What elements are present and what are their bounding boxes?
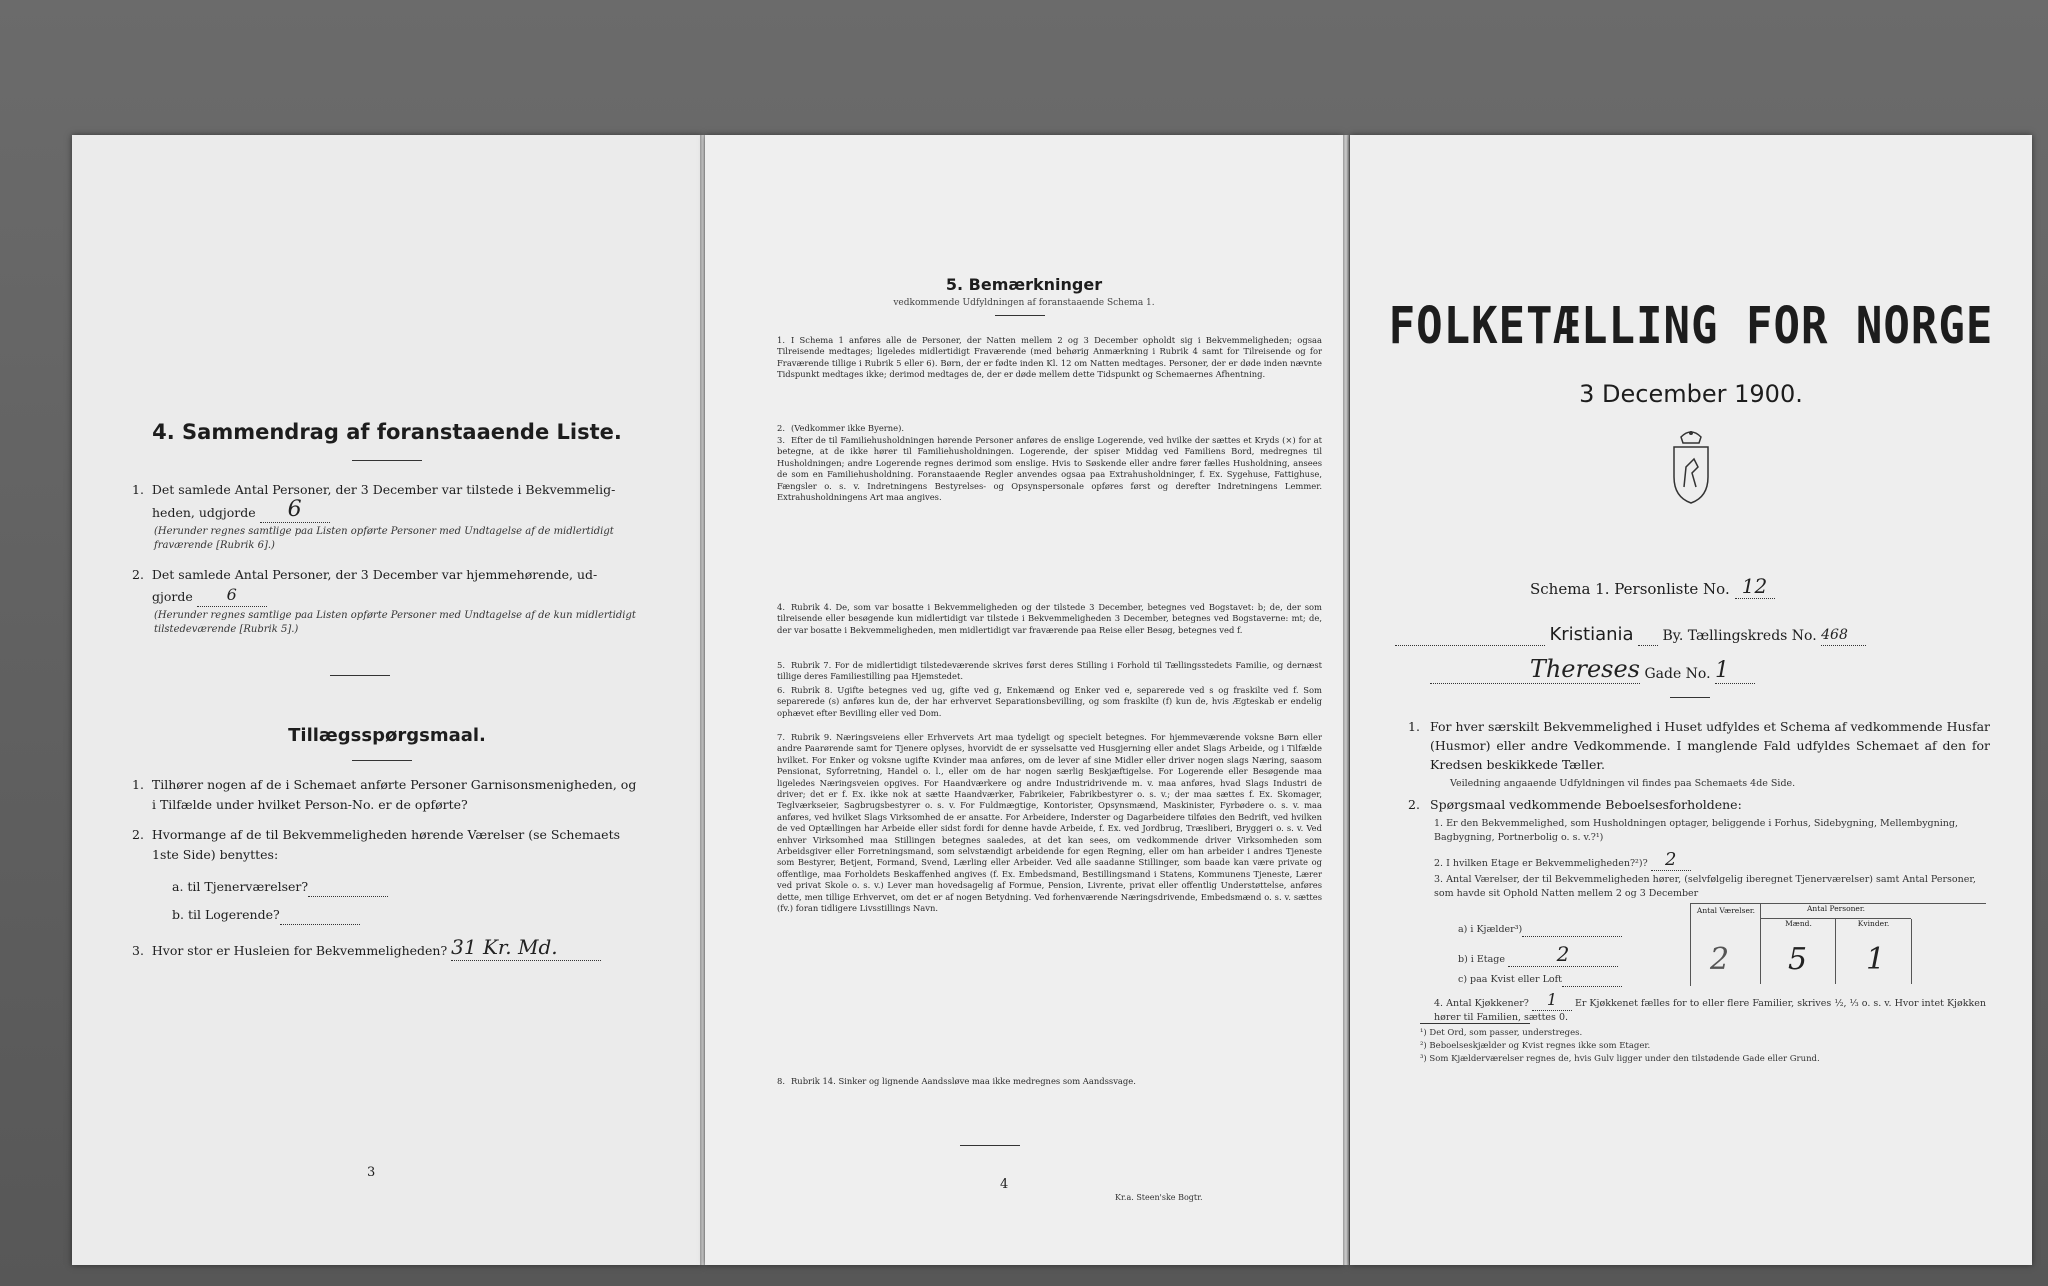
street-line: Thereses Gade No. 1 [1430,660,1990,684]
city-name: Kristiania [1549,624,1634,645]
remarks-end-rule [960,1145,1020,1146]
remark-1: 1. I Schema 1 anføres alle de Personer, der Natten mellem 2 og 3 December opholdt sig i Bekvemmeligheden; ogsaa Tilreisende medtages; ligeledes midlertidigt Fraværende (med behørig Anmærkning i Rubrik 4 samt for Tilreisende og for Fraværende tillige i Rubrik 5 eller 6). Børn, der er fødte inden Kl. 12 om Natten medtages. Personer, der er døde inden nævnte Tidspunkt medtages ikke; derimod medtages de, der er døde mellem dette Tidspunkt og Schemaernes Afhentning. [777,335,1322,380]
rooms-value: 2 [1710,942,1730,977]
gade-no: 1 [1715,658,1730,683]
street-name: Thereses [1529,655,1640,683]
instruction-1-note: Veiledning angaaende Udfyldningen vil findes paa Schemaets 4de Side. [1450,778,1796,789]
title-rule [352,460,422,461]
question-2-1: 1. Er den Bekvemmelighed, som Husholdningen optager, beliggende i Forhus, Sidebygning, Mellembygning, Bagbygning, Portnerbolig o. s. v.?¹) [1434,818,1959,843]
q1-note: (Herunder regnes samtlige paa Listen opførte Personer med Undtagelse af de midlertidigt fraværende [Rubrik 6].) [154,526,614,551]
question-2-4: 4. Antal Kjøkkener? 1 Er Kjøkkenet fælles for to eller flere Familier, skrives ½, ⅓ o. s. v. Hvor intet Kjøkken hører til Familien, sættes 0. [1434,990,1986,1023]
rooms-table [1690,903,1986,984]
page-fold [1343,135,1349,1265]
men-value: 5 [1788,942,1808,977]
tillaeg-2: 2. Hvormange af de til Bekvemmeligheden hørende Værelser (se Schemaets 1ste Side) benyttes: [132,827,621,862]
footnote-rule [1420,1023,1530,1024]
census-date: 3 December 1900. [1579,380,1803,408]
location-line: Kristiania By. Tællingskreds No. 468 [1395,625,2015,646]
women-value: 1 [1866,942,1886,977]
men-col-header: Mænd. [1760,919,1836,984]
remark-8: 8. Rubrik 14. Sinker og lignende Aandssløve maa ikke medregnes som Aandssvage. [777,1076,1136,1086]
instruction-2: Spørgsmaal vedkommende Beboelsesforholdene: [1430,797,1742,812]
remark-5: 5. Rubrik 7. For de midlertidigt tilstedeværende skrives først deres Stilling i Forhold til Tællingsstedets Familie, og dernæst tillige deres Familiestilling paa Hjemstedet. [777,660,1322,682]
question-1: 1. Det samlede Antal Personer, der 3 December var tilstede i Bekvemmelig- heden, udgjorde 6 [132,482,616,522]
remark-7: 7. Rubrik 9. Næringsveiens eller Erhvervets Art maa tydeligt og specielt betegnes. For hjemmeværende voksne Børn eller andre Paarørende samt for Tjenere oplyses, hvorvidt de er sysselsatte ved Husgjerning eller andet Slags Arbeide, og i Tilfælde hvilket. For Enker og voksne ugifte Kvinder maa anføres, om de lever af sine Midler eller driver nogen slags Næring, saasom Pensionat, Syforretning, Handel o. l., eller om de har nogen særlig Beskjæftigelse. For Logerende eller Besøgende maa ligeledes Næringsveien opgives. For Haandværkere og andre Industridrivende m. v. maa anføres, hvad Slags Industri de driver; det er f. Ex. ikke nok at sætte Haandværker, Fabrikeier, Fabrikbestyrer o. s. v.; der maa sættes f. Ex. Skomager, Teglværkseier, Sagbrugsbestyrer o. s. v. For Fuldmægtige, Kontorister, Opsynsmænd, Maskinister, Fyrbødere o. s. v. maa anføres, ved hvilket Slags Virksomhed de er ansatte. For Arbeidere, Inderster og Dagarbeidere tilføies den Bedrift, ved hvilken de ved Optællingen har Arbeide eller sidst fordi for denne havde Arbeide, f. Ex. ved Jordbrug, Træsliberi, Bryggeri o. s. v. Ved enhver Virksomhed maa Stillingen betegnes saaledes, at det kan sees, om vedkommende driver Virksomheden som Arbeidsgiver eller Forretningsmand, som selvstændigt arbeidende for egen Regning, eller om han arbeider i andres Tjeneste som Bestyrer, Betjent, Formand, Svend, Lærling eller Arbeider. Ved alle saadanne Stillinger, som baade kan være private og offentlige, maa Forholdets Beskaffenhed angives (f. Ex. Embedsmand, Bestillingsmand i Statens, Kommunens Tjeneste, Lærer ved privat Skole o. s. v.) Lever man hovedsagelig af Formue, Pension, Livrente, privat eller offentlig Understøttelse, anføres dette, men tillige Erhvervet, om det er af nogen Betydning. Ved forhenværende Næringsdrivende, Embedsmænd o. s. v. sættes (fv.) foran tidligere Livsstillings Navn. [777,732,1322,914]
question-2-3: 3. Antal Værelser, der til Bekvemmeligheden hører, (selvfølgelig iberegnet Tjenerværelser) samt Antal Personer, som havde sit Ophold Natten mellem 2 og 3 December [1434,874,1976,899]
q2-answer: 6 [226,585,237,604]
row-kjaelder: a) i Kjælder³) [1458,923,1622,937]
census-title: FOLKETÆLLING FOR NORGE [1388,297,1994,356]
page-number: 4 [1000,1177,1009,1192]
tillaeg-title: Tillægsspørgsmaal. [288,725,486,746]
q2-note: (Herunder regnes samtlige paa Listen opførte Personer med Undtagelse af de kun midlertidigt tilstedeværende [Rubrik 5].) [154,610,636,635]
remark-4: 4. Rubrik 4. De, som var bosatte i Bekvemmeligheden og der tilstede 3 December, betegnes ved Bogstavet: b; de, der som tilreisende eller besøgende kun midlertidigt var tilstede i Bekvemmeligheden 3 December, betegnes ved Bogstaverne: mt; de, der var bosatte i Bekvemmeligheden, men midlertidigt var fraværende paa Reise eller Besøg, betegnes ved f. [777,602,1322,635]
row-kvist: c) paa Kvist eller Loft [1458,973,1622,987]
header-divider [1670,697,1710,698]
left-page [72,135,702,1265]
remark-2: 2. (Vedkommer ikke Byerne). [777,423,905,433]
q1-answer: 6 [287,497,302,522]
tillaeg-2b: b. til Logerende? [172,905,360,925]
remarks-subtitle: vedkommende Udfyldningen af foranstaaende Schema 1. [893,298,1155,308]
etage-answer: 2 [1664,849,1677,870]
instruction-2-number: 2. [1408,797,1420,812]
remarks-rule [995,315,1045,316]
remark-3: 3. Efter de til Familiehusholdningen hørende Personer anføres de enslige Logerende, ved hvilke der sættes et Kryds (×) for at betegne, at de ikke hører til Familiehusholdningen. Logerende, der spiser Middag ved Familiens Bord, medregnes til Husholdningen; andre Logerende regnes derimod som enslige. Hvis to Søskende eller andre fører fælles Husholdning, ansees de som en Familiehusholdning. Foranstaaende Regler anvendes ogsaa paa Extrahusholdninger, f. Ex. Sygehuse, Fattighuse, Fængsler o. s. v. Indretningens Bestyrelses- og Opsynspersonale opføres først og derefter Indretningens Lemmer. Extrahusholdningens Art maa angives. [777,435,1322,503]
persons-col-header: Antal Personer. [1760,904,1911,919]
instruction-1-number: 1. [1408,719,1420,734]
rooms-col-header: Antal Værelser. [1690,904,1761,986]
schema-line: Schema 1. Personliste No. 12 [1530,577,1775,599]
question-2-2: 2. I hvilken Etage er Bekvemmeligheden?²)? 2 [1434,853,1994,871]
remarks-title: 5. Bemærkninger [945,275,1103,294]
kitchens-answer: 1 [1546,990,1557,1009]
tillaeg-2a: a. til Tjenerværelser? [172,877,388,897]
section-divider [330,675,390,676]
printer-mark: Kr.a. Steen'ske Bogtr. [1115,1193,1203,1202]
row-etage: b) i Etage 2 [1458,947,1618,967]
middle-page [705,135,1343,1265]
section-4-title: 4. Sammendrag af foranstaaende Liste. [152,420,622,444]
tillaeg-3: 3. Hvor stor er Husleien for Bekvemmeligheden? 31 Kr. Md. [132,937,692,961]
page-number: 3 [367,1165,376,1180]
footnote-2: ²) Beboelseskjælder og Kvist regnes ikke som Etager. [1420,1041,1651,1051]
women-col-header: Kvinder. [1835,919,1912,984]
tillaeg-rule [352,760,412,761]
rent-answer: 31 Kr. Md. [451,935,558,959]
right-page [1350,135,2032,1265]
remark-6: 6. Rubrik 8. Ugifte betegnes ved ug, gifte ved g, Enkemænd og Enker ved e, separerede ved s og fraskilte ved f. Som separerede (s) anføres kun de, der har erhvervet Separationsbevilling, og som fraskilte (f) kun de, hvis Ægteskab er endelig ophævet efter Bevilling eller ved Dom. [777,685,1322,718]
kreds-no: 468 [1821,627,1848,643]
instruction-1: For hver særskilt Bekvemmelighed i Huset udfyldes et Schema af vedkommende Husfar (Husmor) eller andre Vedkommende. I manglende Fald udfyldes Schemaet af den for Kredsen beskikkede Tæller. [1430,719,1990,772]
coat-of-arms-icon [1666,427,1716,507]
person-list-no: 12 [1741,574,1768,598]
footnote-1: ¹) Det Ord, som passer, understreges. [1420,1028,1583,1038]
footnote-3: ³) Som Kjælderværelser regnes de, hvis Gulv ligger under den tilstødende Gade eller Grund. [1420,1054,1820,1064]
tillaeg-1: 1. Tilhører nogen af de i Schemaet anførte Personer Garnisonsmenigheden, og i Tilfælde under hvilket Person-No. er de opførte? [132,777,637,812]
question-2: 2. Det samlede Antal Personer, der 3 December var hjemmehørende, ud- gjorde 6 [132,565,672,607]
row-etage-value: 2 [1556,942,1570,966]
